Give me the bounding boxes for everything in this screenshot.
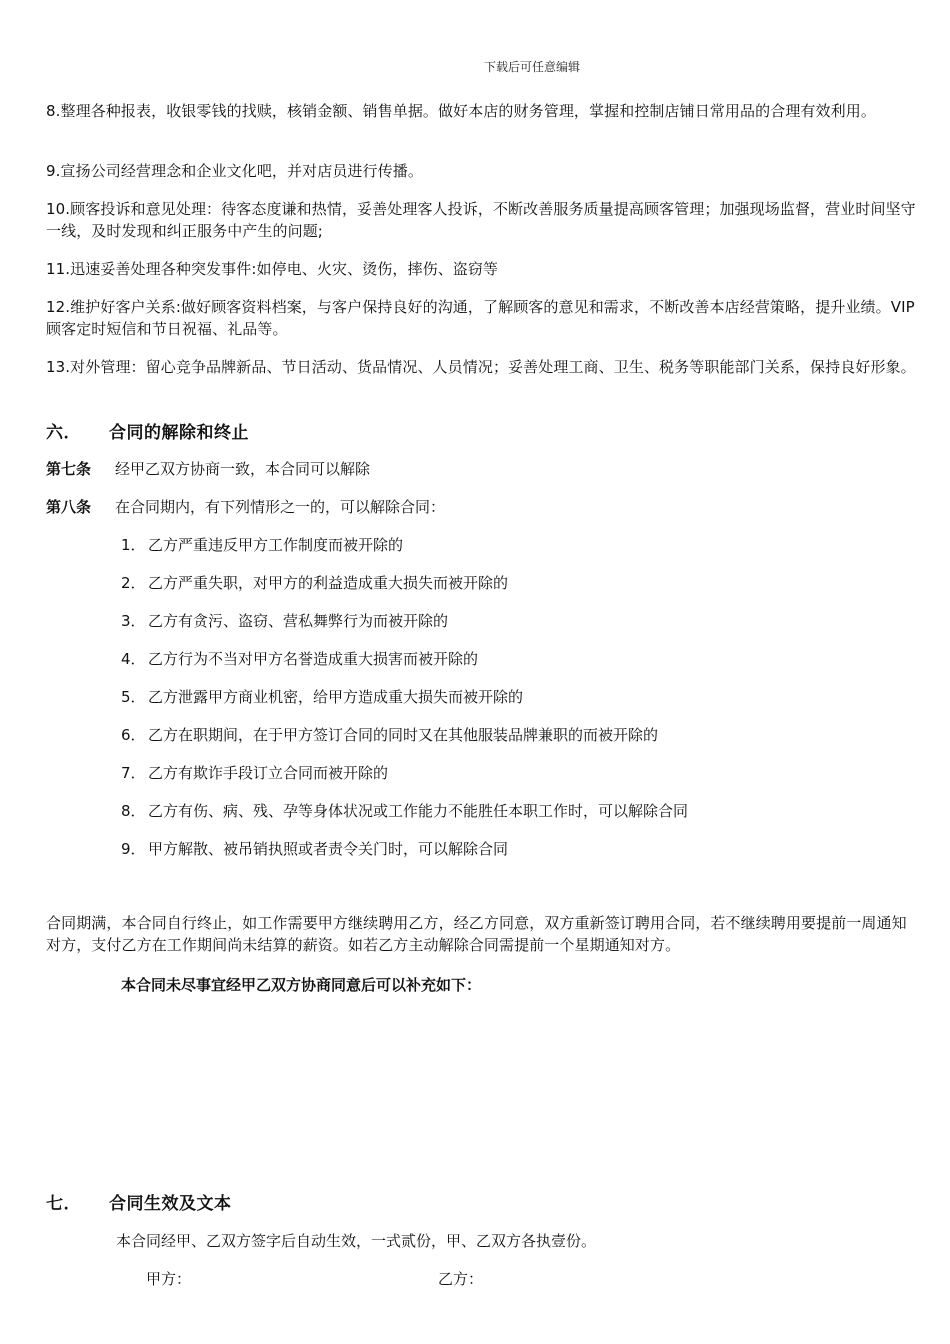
- list-item-index: 5．: [121, 688, 146, 706]
- article-7-text: 经甲乙双方协商一致，本合同可以解除: [115, 460, 371, 478]
- section-6-heading: [46, 418, 249, 443]
- article-8: [46, 496, 445, 518]
- list-item-index: 6．: [121, 726, 146, 744]
- section-7-heading: [46, 1189, 232, 1214]
- list-item: [121, 838, 508, 860]
- list-item-index: 7．: [121, 764, 146, 782]
- list-item-text: 甲方解散、被吊销执照或者责令关门时，可以解除合同: [148, 840, 509, 858]
- party-a-signature-label: 甲方：: [146, 1270, 192, 1288]
- duty-item-12: 12.维护好客户关系:做好顾客资料档案，与客户保持良好的沟通，了解顾客的意见和需求，不断改善本店经营策略，提升业绩。VIP 顾客定时短信和节日祝福、礼品等。: [46, 298, 915, 338]
- duty-item-8: 8.整理各种报表，收银零钱的找赎，核销金额、销售单据。做好本店的财务管理，掌握和控制店铺日常用品的合理有效利用。: [46, 102, 876, 120]
- list-item-index: 4．: [121, 650, 146, 668]
- list-item: [121, 724, 658, 746]
- list-item: [121, 610, 448, 632]
- duty-item-11: 11.迅速妥善处理各种突发事件:如停电、火灾、烫伤，摔伤、盗窃等: [46, 260, 499, 278]
- contract-expiry-paragraph: 合同期满，本合同自行终止，如工作需要甲方继续聘用乙方，经乙方同意，双方重新签订聘用合同，若不继续聘用要提前一周通知对方，支付乙方在工作期间尚未结算的薪资。如若乙方主动解除合同需提前一个星期通知对方。: [46, 914, 907, 954]
- list-item-text: 乙方有贪污、盗窃、营私舞弊行为而被开除的: [148, 612, 449, 630]
- duty-item-13: 13.对外管理：留心竞争品牌新品、节日活动、货品情况、人员情况；妥善处理工商、卫生、税务等职能部门关系，保持良好形象。: [46, 358, 916, 376]
- list-item-index: 3．: [121, 612, 146, 630]
- list-item: [121, 648, 478, 670]
- list-item: [121, 762, 388, 784]
- section-7-title: 合同生效及文本: [109, 1194, 232, 1214]
- party-b-signature-label: 乙方：: [438, 1270, 484, 1288]
- list-item: [121, 686, 523, 708]
- article-8-text: 在合同期内，有下列情形之一的，可以解除合同：: [115, 498, 446, 516]
- duty-item-10: 10.顾客投诉和意见处理：待客态度谦和热情，妥善处理客人投诉，不断改善服务质量提高顾客管理；加强现场监督，营业时间坚守一线，及时发现和纠正服务中产生的问题;: [46, 200, 916, 240]
- list-item: [121, 534, 403, 556]
- header-note: 下载后可任意编辑: [483, 60, 580, 74]
- section-6-title: 合同的解除和终止: [109, 423, 249, 443]
- duty-item-9: 9.宣扬公司经营理念和企业文化吧，并对店员进行传播。: [46, 162, 423, 180]
- list-item-text: 乙方有伤、病、残、孕等身体状况或工作能力不能胜任本职工作时，可以解除合同: [148, 802, 689, 820]
- list-item-index: 9．: [121, 840, 146, 858]
- list-item-text: 乙方泄露甲方商业机密，给甲方造成重大损失而被开除的: [148, 688, 524, 706]
- article-7-label: 第七条: [46, 460, 92, 478]
- article-8-label: 第八条: [46, 498, 92, 516]
- section-7-number: 七．: [46, 1194, 81, 1214]
- list-item-text: 乙方严重失职，对甲方的利益造成重大损失而被开除的: [148, 574, 509, 592]
- list-item-text: 乙方在职期间，在于甲方签订合同的同时又在其他服装品牌兼职的而被开除的: [148, 726, 659, 744]
- list-item: [121, 572, 508, 594]
- list-item-text: 乙方严重违反甲方工作制度而被开除的: [148, 536, 404, 554]
- article-7: [46, 458, 370, 480]
- list-item-index: 1．: [121, 536, 146, 554]
- list-item-index: 2．: [121, 574, 146, 592]
- list-item-text: 乙方有欺诈手段订立合同而被开除的: [148, 764, 389, 782]
- supplement-clause: 本合同未尽事宜经甲乙双方协商同意后可以补充如下：: [121, 976, 482, 994]
- section-6-number: 六．: [46, 423, 81, 443]
- list-item-text: 乙方行为不当对甲方名誉造成重大损害而被开除的: [148, 650, 479, 668]
- list-item: [121, 800, 688, 822]
- contract-effect-clause: 本合同经甲、乙双方签字后自动生效，一式贰份，甲、乙双方各执壹份。: [116, 1232, 597, 1250]
- list-item-index: 8．: [121, 802, 146, 820]
